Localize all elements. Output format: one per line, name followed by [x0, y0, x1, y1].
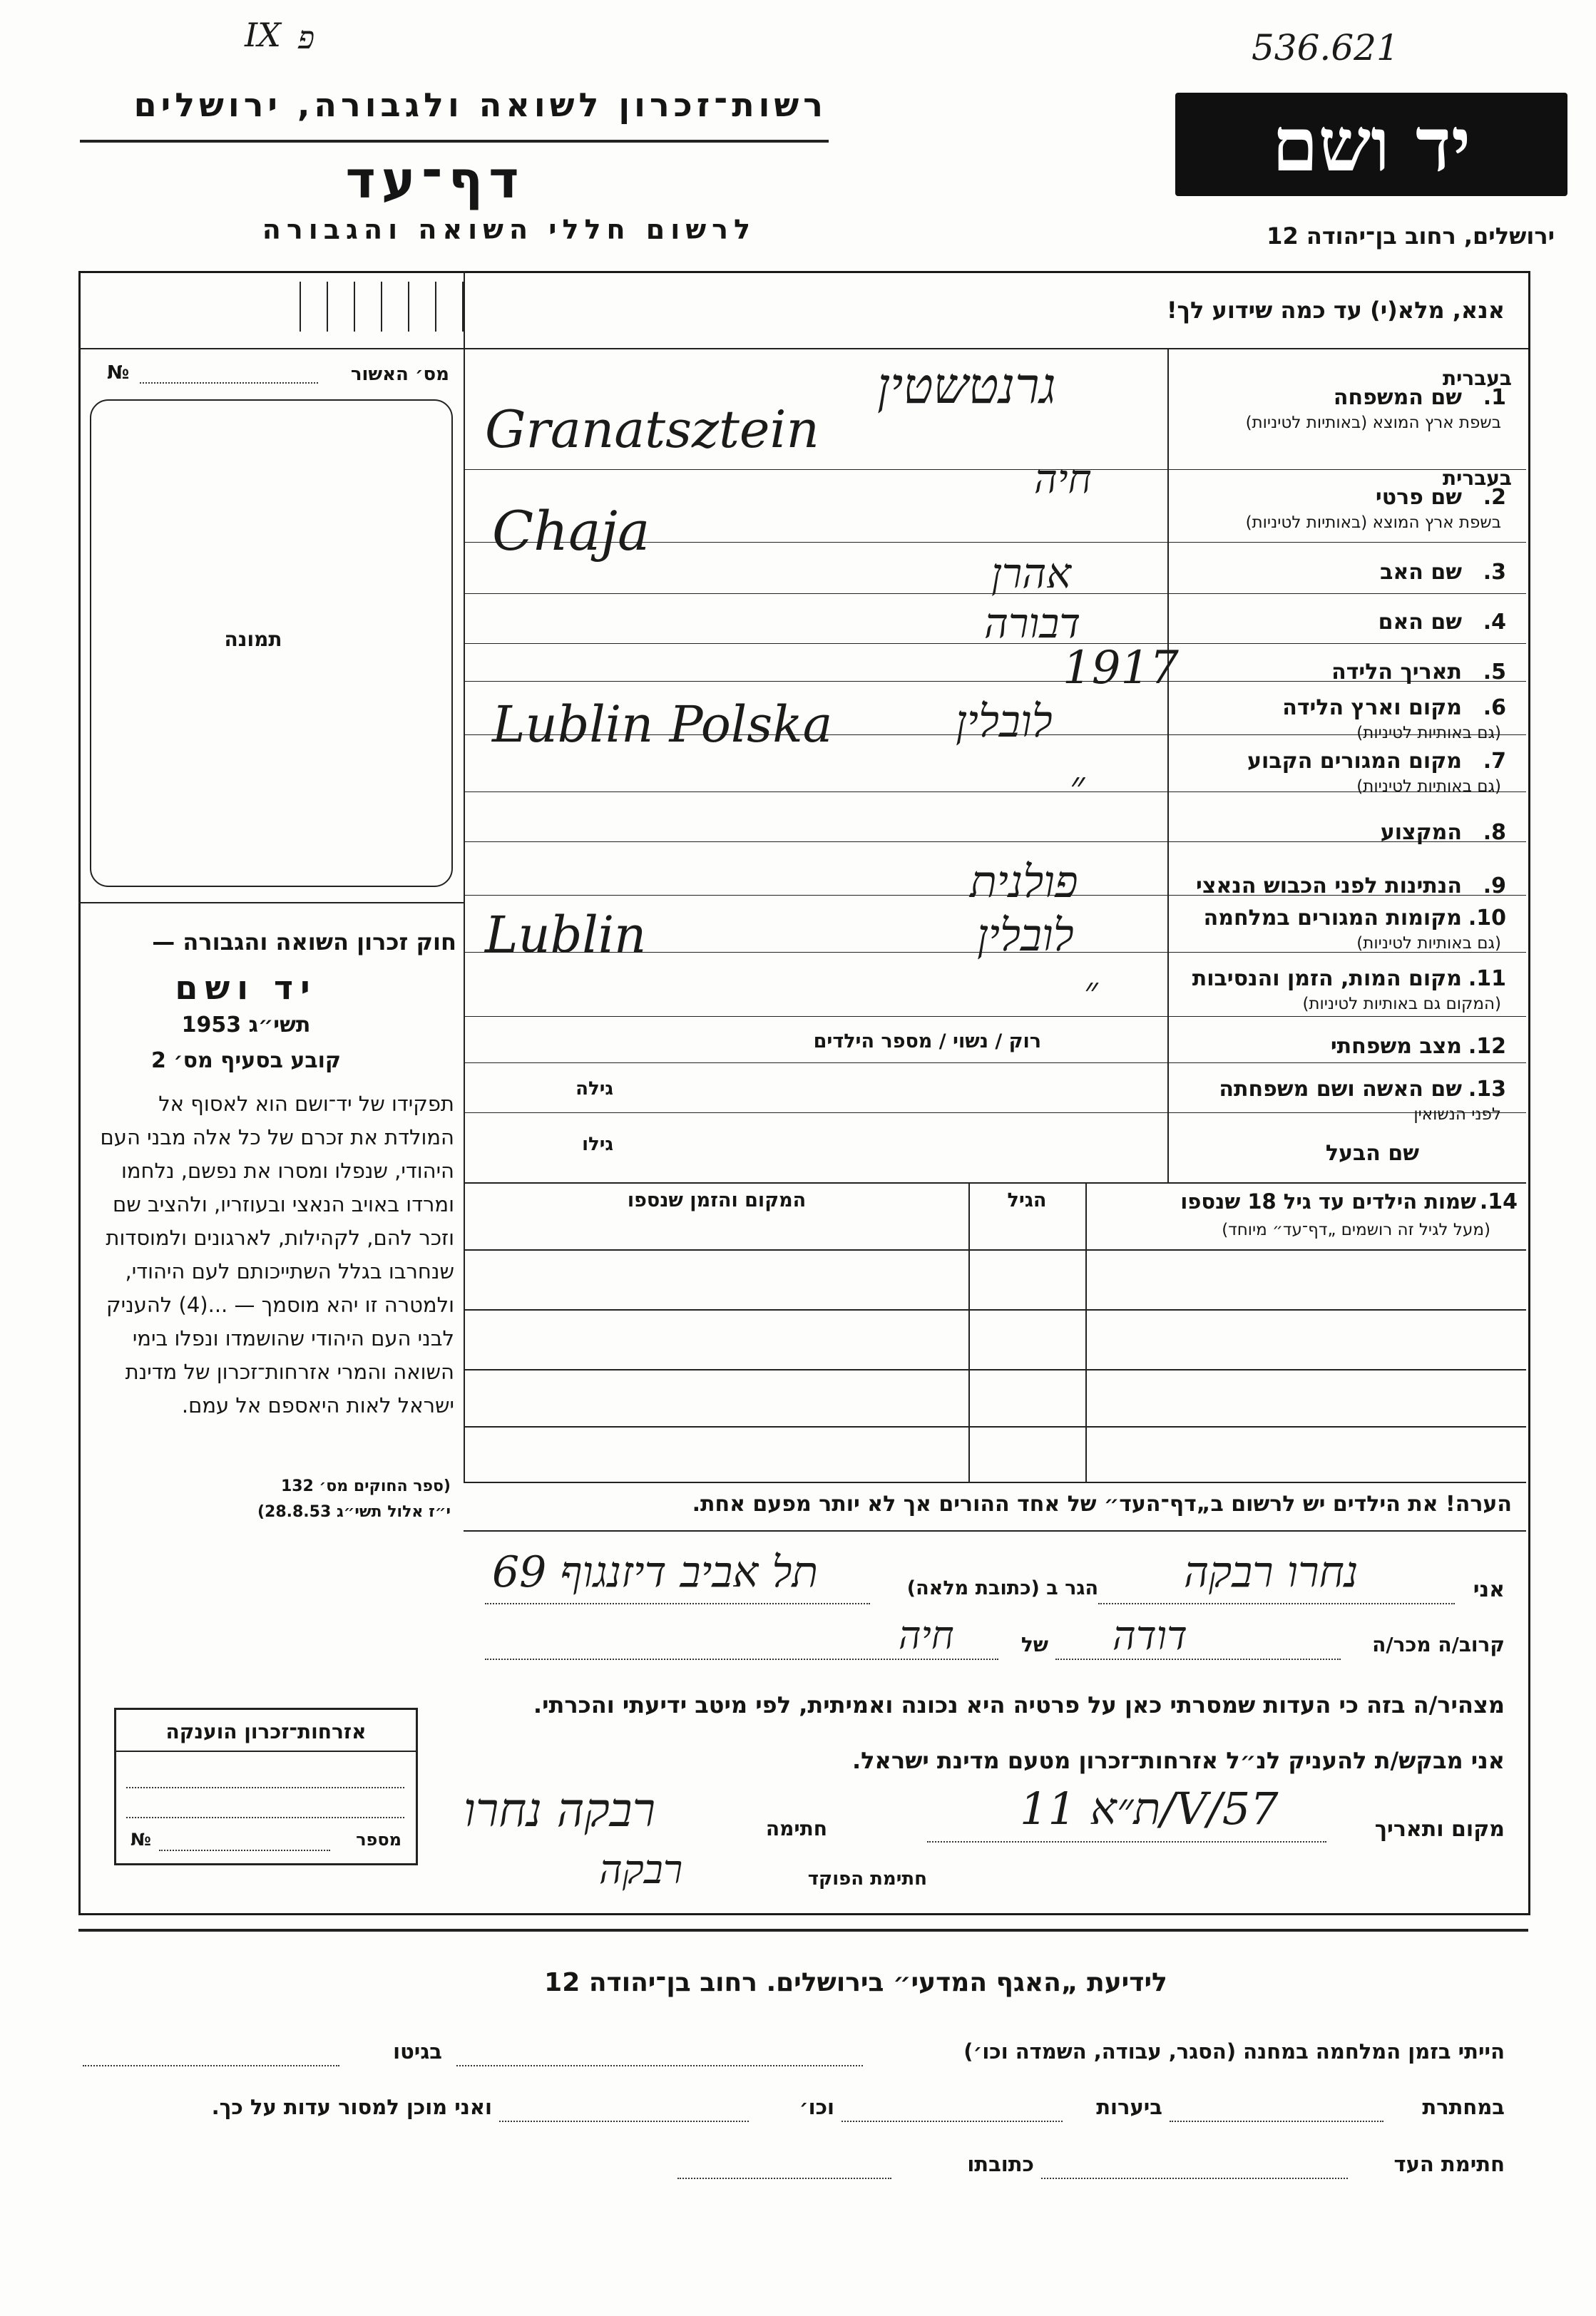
field-sublabel: (גם באותיות לטיניות)	[1356, 934, 1501, 953]
table-row	[464, 1369, 1526, 1370]
footer-camp-line: הייתי בזמן המלחמה במחנה (הסגר, עבודה, השמדה וכו׳)	[963, 2039, 1505, 2064]
authority-name: רשות־זכרון לשואה ולגבורה, ירושלים	[133, 86, 827, 124]
field-label: הנתינות לפני הכבוש הנאצי	[1196, 873, 1462, 898]
marital-status-options: רוק / נשוי / מספר הילדים	[813, 1030, 1041, 1052]
declaration-text: מצהיר/ה בזה כי העדות שמסרתי כאן על פרטיה היא נכונה ואמיתית, לפי מיטב ידיעתי והכרתי.	[533, 1691, 1505, 1718]
relation-label: קרוב/ה מכר/ה	[1372, 1633, 1505, 1656]
field-label: מקומות המגורים במלחמה	[1203, 906, 1462, 931]
memorial-citizenship-box	[114, 1708, 418, 1865]
form-subtitle: לרשום חללי השואה והגבורה	[262, 214, 756, 245]
in-hebrew-label-1: בעברית	[1442, 367, 1512, 390]
law-source: (ספר החוקים מס׳ 132	[280, 1477, 451, 1495]
first-name-latin: Chaja	[492, 499, 650, 563]
wartime-residence-latin: Lublin	[485, 906, 647, 964]
address-line	[485, 1603, 870, 1604]
residence-ditto: ״	[1070, 763, 1085, 809]
yad-vashem-logo	[1175, 93, 1567, 196]
field-sublabel: (גם באותיות לטיניות)	[1356, 724, 1501, 742]
husband-name-label: שם הבעל	[1325, 1141, 1419, 1166]
place-date-line	[927, 1841, 1326, 1843]
field-label: מקום המות, הזמן והנסיבות	[1192, 966, 1462, 991]
of-label: של	[1020, 1633, 1048, 1656]
law-clause: קובע בסעיף מס׳ 2	[150, 1048, 342, 1073]
request-text: אני מבקש/ת להעניק לנ״ל אזרחות־זכרון מטעם מדינת ישראל.	[852, 1747, 1505, 1774]
first-name-hebrew: חיה	[1034, 456, 1092, 503]
wartime-residence-hebrew: לובלין	[977, 909, 1074, 961]
of-line	[485, 1659, 998, 1660]
field-label: מקום המגורים הקבוע	[1247, 749, 1462, 774]
law-source-date: י״ז אלול תשי״ג 28.8.53)	[257, 1503, 451, 1521]
memorial-box-title: אזרחות־זכרון הוענקה	[116, 1710, 416, 1752]
field-number: 7.	[1483, 749, 1506, 774]
clerk-signature-value: רבקה	[599, 1847, 683, 1893]
approval-no-mark: №	[107, 362, 130, 384]
citizenship: פולנית	[970, 856, 1078, 908]
divider	[464, 1482, 1526, 1483]
field-number: 5.	[1483, 660, 1506, 685]
field-label: שם האשה ושם משפחתה	[1219, 1077, 1462, 1102]
children-place-header: המקום והזמן שנספו	[627, 1189, 807, 1211]
of-value: חיה	[899, 1613, 954, 1658]
divider	[464, 1182, 1526, 1184]
authority-underline	[80, 140, 829, 143]
footer-forests: ביערות	[1096, 2095, 1162, 2119]
divider	[464, 1530, 1526, 1532]
memorial-line	[126, 1817, 404, 1818]
handwritten-mark: IX	[245, 16, 281, 54]
clerk-signature-label: חתימת הפוקד	[807, 1868, 927, 1890]
field-sublabel: לפני הנשואין	[1413, 1105, 1501, 1124]
children-age-header: הגיל	[1007, 1189, 1047, 1211]
header-address: ירושלים, רחוב בן־יהודה 12	[1267, 222, 1555, 250]
form-title: דף־עד	[345, 150, 525, 210]
memorial-line	[126, 1787, 404, 1788]
field-label: תאריך הלידה	[1331, 660, 1462, 685]
place-date-value: ת״א 11/V/57	[1020, 1783, 1279, 1835]
signature-label: חתימה	[765, 1817, 827, 1840]
underground-line	[1170, 2121, 1383, 2122]
camp-line	[456, 2065, 863, 2066]
footer-ready: ואני מוכן למסור עדות על כך.	[211, 2095, 492, 2119]
field-number: 8.	[1483, 820, 1506, 845]
field-number: 9.	[1483, 873, 1506, 898]
forests-line	[842, 2121, 1063, 2122]
husband-age-label: גילו	[582, 1134, 613, 1155]
field-label: שם האם	[1378, 610, 1462, 635]
declarant-name: נחרו רבקה	[1184, 1547, 1359, 1597]
approval-no-label: מס׳ האשור	[350, 364, 449, 385]
family-name-hebrew: גרנטשטין	[877, 357, 1056, 415]
children-sublabel: (מעל לגיל זה רושמים „דף־עד״ מיוחד)	[1222, 1221, 1490, 1239]
table-row	[464, 1426, 1526, 1428]
archive-number: 536.621	[1252, 27, 1399, 68]
memorial-number-label: מספר	[356, 1830, 401, 1850]
field-label: המקצוע	[1380, 820, 1462, 845]
birth-place-latin: Lublin Polska	[492, 695, 833, 754]
ghetto-line	[83, 2065, 339, 2066]
field-number: 3.	[1483, 560, 1506, 585]
footer-heading: לידיעת „האגף המדעי״ בירושלים. רחוב בן־יהודה 12	[544, 1968, 1167, 1997]
field-sublabel: בשפת ארץ המוצא (באותיות לטיניות)	[1245, 414, 1501, 432]
code-boxes	[78, 282, 464, 344]
footer-divider	[78, 1929, 1528, 1932]
memorial-number-line	[159, 1850, 330, 1851]
footer-etc: וכו׳	[799, 2095, 834, 2119]
mother-name: דבורה	[984, 599, 1081, 647]
relation-value: דודה	[1112, 1613, 1187, 1659]
field-sublabel: (גם באותיות לטיניות)	[1356, 777, 1501, 796]
family-name-latin: Granatsztein	[485, 399, 819, 459]
place-date-label: מקום ותאריך	[1374, 1817, 1505, 1842]
field-label: שם האב	[1380, 560, 1462, 585]
field-number: 4.	[1483, 610, 1506, 635]
footer-ghetto: בגיטו	[393, 2039, 442, 2064]
wife-age-label: גילה	[576, 1078, 613, 1100]
father-name: אהרן	[991, 549, 1072, 598]
birth-date: 1917	[1063, 642, 1179, 695]
footer-address: כתובתו	[967, 2152, 1034, 2176]
death-place-ditto: ״	[1084, 970, 1098, 1013]
law-title: חוק זכרון השואה והגבורה —	[152, 928, 456, 955]
children-label: שמות הילדים עד גיל 18 שנספו	[1180, 1189, 1476, 1214]
field-label: מקום וארץ הלידה	[1282, 695, 1462, 720]
birth-place-hebrew: לובלין	[956, 695, 1053, 747]
resides-label: הגר ב (כתובת מלאה)	[906, 1577, 1098, 1599]
approval-no-dots	[140, 382, 318, 384]
declarant-line	[1098, 1603, 1455, 1604]
declarant-prefix: אני	[1473, 1577, 1505, 1602]
field-sublabel: בשפת ארץ המוצא (באותיות לטיניות)	[1245, 513, 1501, 532]
field-number: 12.	[1468, 1034, 1506, 1059]
row-line	[464, 469, 1526, 470]
in-hebrew-label-2: בעברית	[1442, 466, 1512, 490]
law-name: יד ושם	[175, 968, 317, 1007]
footer-underground: במחתרת	[1422, 2095, 1505, 2119]
field-number: 11.	[1468, 966, 1506, 991]
field-label: שם המשפחה	[1333, 385, 1462, 410]
signature-value: רבקה נחרו	[464, 1783, 656, 1838]
address-witness-line	[677, 2178, 891, 2179]
field-number: 2.	[1483, 485, 1506, 510]
children-col-divider	[968, 1182, 970, 1482]
memorial-no-mark: №	[131, 1830, 151, 1850]
declarant-address: תל אביב דיזנגוף 69	[492, 1547, 818, 1597]
field-label: שם פרטי	[1375, 485, 1462, 510]
law-year: תשי״ג 1953	[181, 1013, 311, 1037]
relation-line	[1055, 1659, 1341, 1660]
logo-text: יד ושם	[1272, 101, 1471, 188]
field-number: 13.	[1468, 1077, 1506, 1102]
table-row	[464, 1249, 1526, 1251]
table-row	[464, 1309, 1526, 1311]
handwritten-mark-letter: פ	[298, 20, 315, 56]
row-line	[464, 1016, 1526, 1017]
row-line	[464, 1062, 1526, 1063]
instruction: אנא, מלא(י) עד כמה שידוע לך!	[1166, 297, 1505, 324]
field-number: 6.	[1483, 695, 1506, 720]
children-note: הערה! את הילדים יש לרשום ב„דף־העד״ של אחד ההורים אך לא יותר מפעם אחת.	[692, 1492, 1512, 1517]
field-label: מצב משפחתי	[1330, 1034, 1462, 1059]
witness-sig-line	[1041, 2178, 1348, 2179]
field-number: 10.	[1468, 906, 1506, 931]
field-sublabel: (המקום גם באותיות לטיניות)	[1302, 995, 1501, 1013]
field-number: 1.	[1483, 385, 1506, 410]
footer-witness-sig: חתימת העד	[1393, 2152, 1505, 2176]
law-body: תפקידו של יד־ושם הוא לאסוף אל המולדת את זכרם של כל אלה מבני העם היהודי, שנפלו ומסרו את נפשם, נלחמו ומרדו באויב הנאצי ובעוזריו, ולהציב שם וזכר להם, לקהילות, לארגונים ולמוסדות שנחרבו בגלל השתייכותם לעם היהודי, ולמטרה זו יהא מוסמך — ...(4) להעניק לבני העם היהודי שהושמדו ונפלו בימי השואה והמרי אזרחות־זכרון של מדינת ישראל לאות היאספם אל עמם.	[100, 1092, 454, 1418]
children-col-divider	[1085, 1182, 1087, 1482]
etc-line	[499, 2121, 749, 2122]
divider	[78, 902, 464, 903]
photo-label: תמונה	[224, 627, 282, 651]
children-label-number: 14.	[1479, 1189, 1518, 1214]
